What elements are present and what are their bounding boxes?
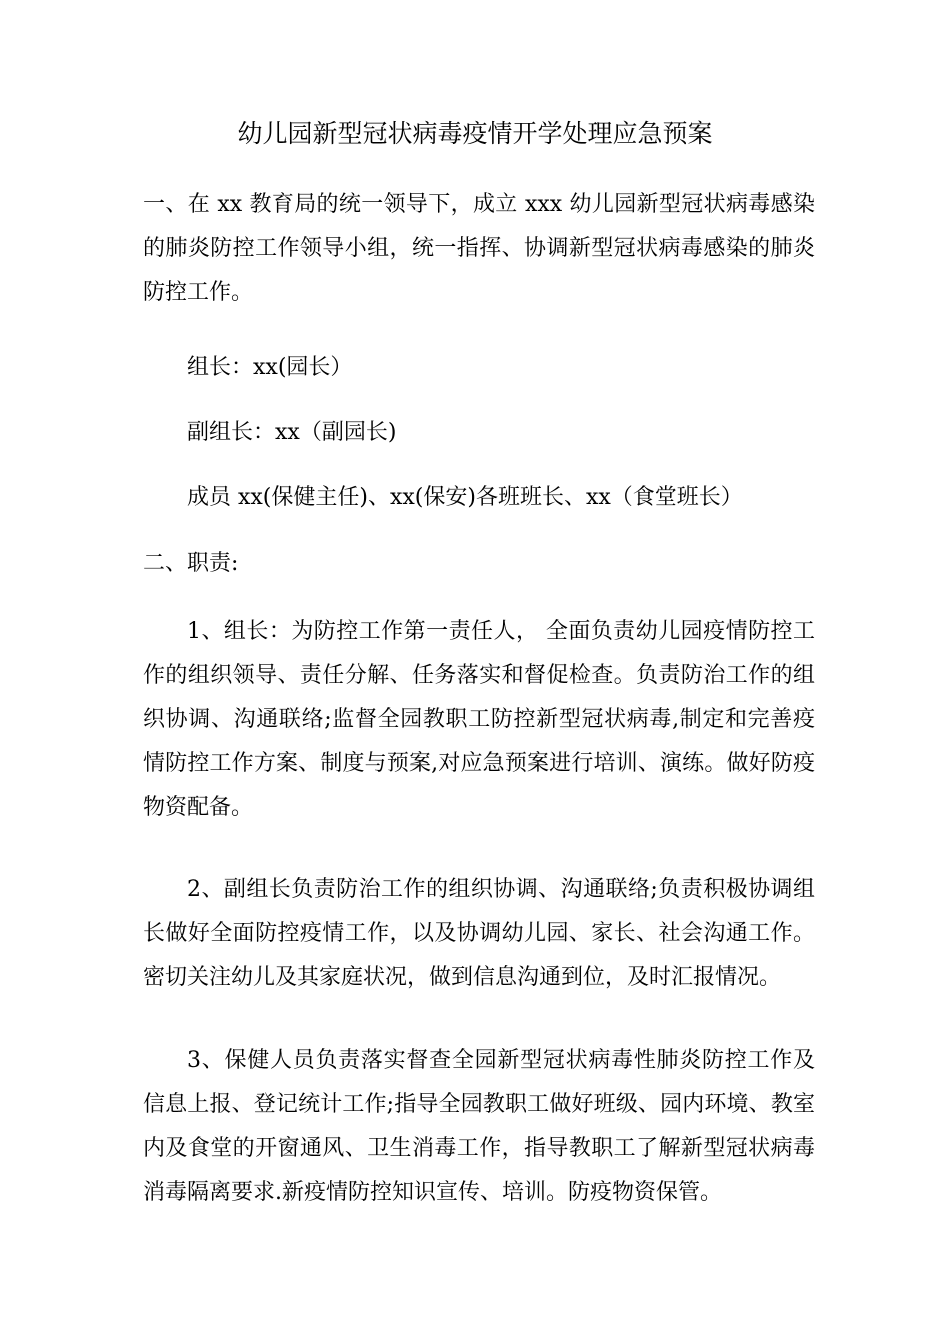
section-heading-duties: 二、职责: [143, 551, 239, 576]
paragraph-deputy-leader: 副组长：xx（副园长) [187, 420, 397, 445]
paragraph-team-leader: 组长：xx(园长） [187, 355, 353, 380]
paragraph-duty-leader: 1、组长：为防控工作第一责任人， 全面负责幼儿园疫情防控工作的组织领导、责任分解、任务落实和督促检查。负责防治工作的组织协调、沟通联络;监督全园教职工防控新型冠状病毒,制定和完善疫情防控工作方案、制度与预案,对应急预案进行培训、演练。做好防疫物资配备。 [143, 619, 815, 820]
paragraph-duty-health: 3、保健人员负责落实督查全园新型冠状病毒性肺炎防控工作及信息上报、登记统计工作;指导全园教职工做好班级、园内环境、教室内及食堂的开窗通风、卫生消毒工作，指导教职工了解新型冠状病毒消毒隔离要求.新疫情防控知识宣传、培训。防疫物资保管。 [143, 1048, 815, 1205]
paragraph-leadership-group: 一、在 xx 教育局的统一领导下，成立 xxx 幼儿园新型冠状病毒感染的肺炎防控工作领导小组，统一指挥、协调新型冠状病毒感染的肺炎防控工作。 [143, 192, 815, 305]
paragraph-duty-deputy: 2、副组长负责防治工作的组织协调、沟通联络;负责积极协调组长做好全面防控疫情工作，以及协调幼儿园、家长、社会沟通工作。密切关注幼儿及其家庭状况，做到信息沟通到位，及时汇报情况。 [143, 877, 815, 990]
paragraph-members: 成员 xx(保健主任)、xx(保安)各班班长、xx（食堂班长） [187, 485, 743, 510]
document-title: 幼儿园新型冠状病毒疫情开学处理应急预案 [237, 119, 713, 148]
